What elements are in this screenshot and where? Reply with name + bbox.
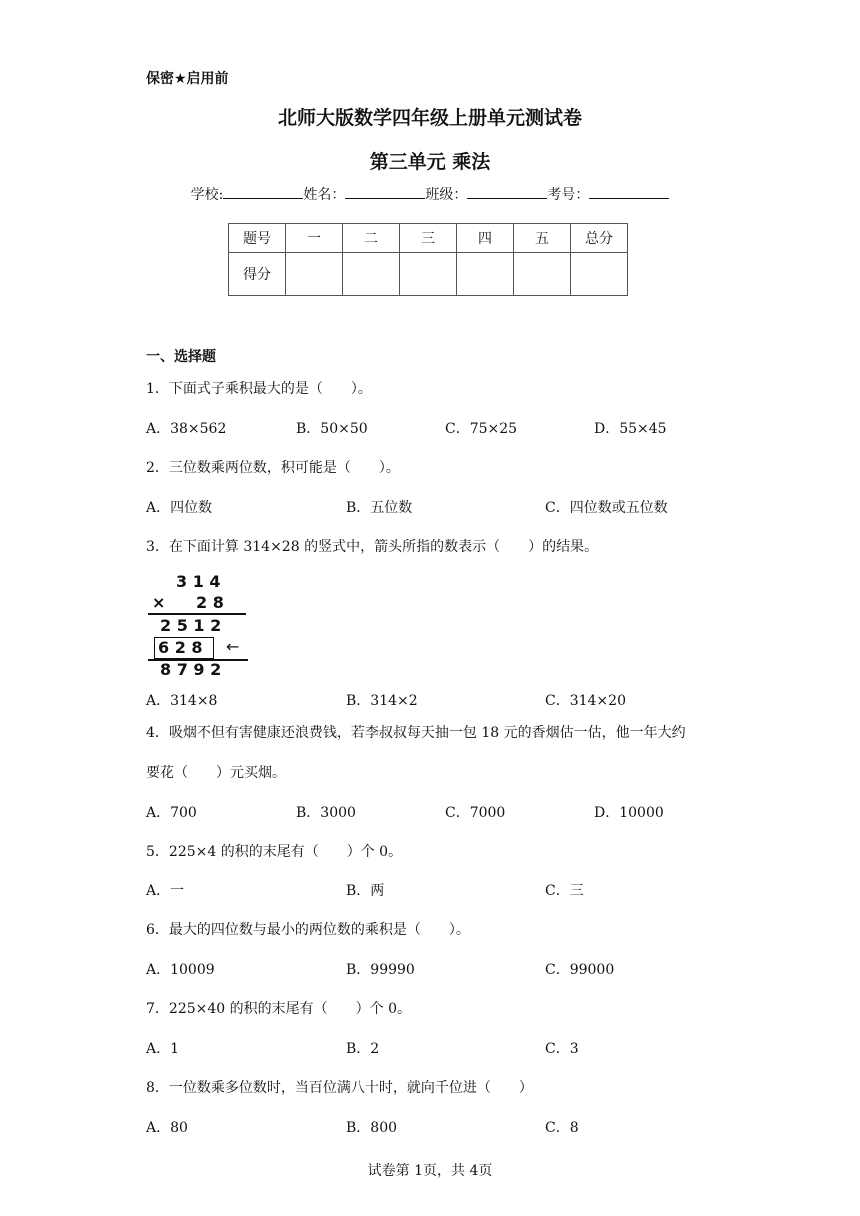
option-b[interactable]: B．2: [346, 1041, 380, 1057]
option-c[interactable]: C．99000: [545, 962, 615, 978]
calc-row-multiplicand: 3 1 4: [176, 572, 221, 591]
table-cell: 五: [514, 224, 571, 253]
option-b[interactable]: B．五位数: [346, 500, 413, 516]
school-blank[interactable]: [223, 186, 303, 199]
option-a[interactable]: A．38×562: [146, 421, 227, 437]
page-footer: 试卷第 1页，共 4页: [367, 1163, 493, 1179]
calc-line: [148, 613, 246, 615]
option-c[interactable]: C．三: [545, 883, 584, 899]
question-8: 8．一位数乘多位数时，当百位满八十时，就向千位进（ ）: [146, 1080, 533, 1096]
table-cell: 二: [343, 224, 400, 253]
calc-row-product: 8 7 9 2: [160, 660, 222, 679]
option-b[interactable]: B．800: [346, 1120, 398, 1136]
option-b[interactable]: B．99990: [346, 962, 415, 978]
question-1: 1．下面式子乘积最大的是（ ）。: [146, 381, 372, 397]
option-b[interactable]: B．3000: [296, 805, 356, 821]
table-cell: 题号: [229, 224, 286, 253]
option-c[interactable]: C．3: [545, 1041, 579, 1057]
option-a[interactable]: A．10009: [146, 962, 215, 978]
exam-no-blank[interactable]: [589, 186, 669, 199]
table-cell: 四: [457, 224, 514, 253]
question-6: 6．最大的四位数与最小的两位数的乘积是（ ）。: [146, 922, 470, 938]
option-c[interactable]: C．8: [545, 1120, 579, 1136]
option-c[interactable]: C．314×20: [545, 693, 626, 709]
calc-row-partial-2: 6 2 8: [158, 638, 203, 657]
option-b[interactable]: B．50×50: [296, 421, 368, 437]
question-4-continued: 要花（ ）元买烟。: [146, 765, 286, 781]
class-label: 班级：: [425, 187, 468, 203]
exam-no-label: 考号：: [547, 187, 590, 203]
option-a[interactable]: A．314×8: [146, 693, 218, 709]
option-a[interactable]: A．四位数: [146, 500, 213, 516]
table-cell: 得分: [229, 253, 286, 296]
section-heading: 一、选择题: [146, 349, 216, 365]
table-cell: 三: [400, 224, 457, 253]
secret-label: 保密★启用前: [146, 71, 229, 87]
table-cell: 一: [286, 224, 343, 253]
option-a[interactable]: A．700: [146, 805, 197, 821]
score-cell[interactable]: [343, 253, 400, 296]
table-header-row: [229, 224, 628, 253]
calc-row-multiplier: 2 8: [196, 593, 224, 612]
question-4: 4．吸烟不但有害健康还浪费钱，若李叔叔每天抽一包 18 元的香烟估一估，他一年大约: [146, 725, 686, 741]
multiply-sign: ×: [152, 593, 166, 612]
option-d[interactable]: D．10000: [594, 805, 664, 821]
score-table: [228, 223, 628, 296]
option-a[interactable]: A．1: [146, 1041, 180, 1057]
question-7: 7．225×40 的积的末尾有（ ）个 0。: [146, 1001, 411, 1017]
option-c[interactable]: C．7000: [445, 805, 506, 821]
calc-row-partial-1: 2 5 1 2: [160, 616, 222, 635]
score-cell[interactable]: [457, 253, 514, 296]
score-cell[interactable]: [514, 253, 571, 296]
score-cell[interactable]: [286, 253, 343, 296]
question-2: 2．三位数乘两位数，积可能是（ ）。: [146, 460, 400, 476]
option-c[interactable]: C．四位数或五位数: [545, 500, 668, 516]
name-label: 姓名：: [303, 187, 346, 203]
school-label: 学校:: [190, 187, 224, 203]
student-info: [0, 184, 860, 204]
vertical-multiplication: [146, 572, 256, 680]
page-subtitle: 第三单元 乘法: [369, 151, 491, 173]
class-blank[interactable]: [467, 186, 547, 199]
question-3: 3．在下面计算 314×28 的竖式中，箭头所指的数表示（ ）的结果。: [146, 539, 599, 555]
option-b[interactable]: B．314×2: [346, 693, 418, 709]
name-blank[interactable]: [345, 186, 425, 199]
page-title: 北师大版数学四年级上册单元测试卷: [277, 107, 582, 129]
option-a[interactable]: A．一: [146, 883, 185, 899]
option-c[interactable]: C．75×25: [445, 421, 518, 437]
arrow-icon: ←: [226, 637, 240, 656]
option-d[interactable]: D．55×45: [594, 421, 667, 437]
question-5: 5．225×4 的积的末尾有（ ）个 0。: [146, 844, 403, 860]
option-a[interactable]: A．80: [146, 1120, 188, 1136]
table-score-row: [229, 253, 628, 296]
score-cell[interactable]: [400, 253, 457, 296]
option-b[interactable]: B．两: [346, 883, 385, 899]
table-cell: 总分: [571, 224, 628, 253]
score-cell[interactable]: [571, 253, 628, 296]
